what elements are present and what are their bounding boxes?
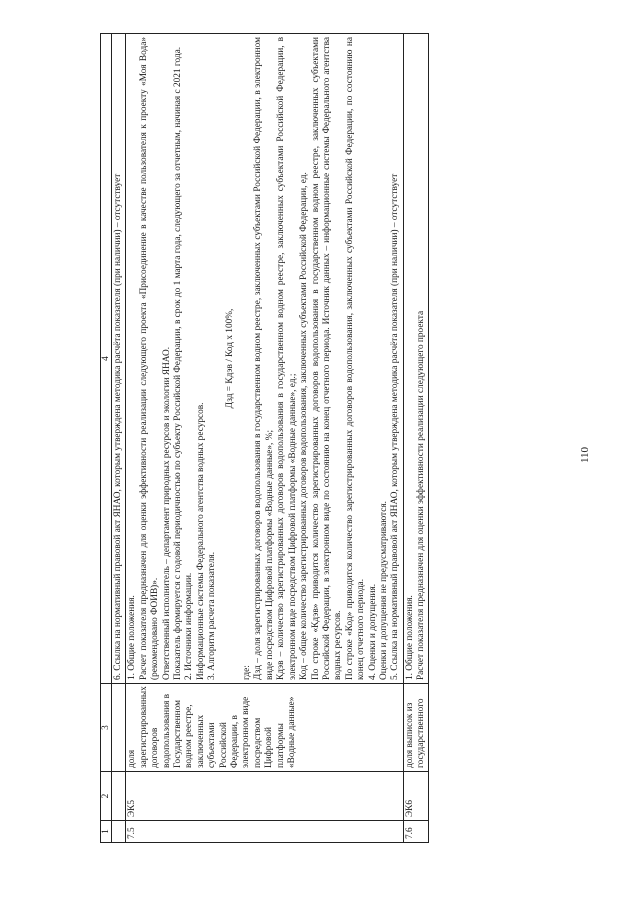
method-line: 2. Источники информации. <box>184 572 195 680</box>
header-col-3: 3 <box>101 684 112 772</box>
indicator-code: ЭК5 <box>126 772 403 821</box>
method-line: Расчет показателя предназначен для оценки эффективности реализации следующего проекта <box>416 310 427 680</box>
where-line: 5. Ссылка на нормативный правовой акт ЯНАО, которым утверждена методика расчёта показателя (при наличии) – отсутствует <box>390 173 401 680</box>
header-col-1: 1 <box>101 821 112 843</box>
table-row-7-5 <box>126 34 403 843</box>
where-line: Кдэв – количество зарегистрированных договоров водопользования в государственном водном реестре, заключенных субъектами Российской Федерации, в электронном виде посредством Цифровой платформы «Водные данные», ед.; <box>276 37 298 680</box>
header-col-4: 4 <box>101 34 112 684</box>
indicator-name: доля зарегистрированных договоров водопользования в Государственном водном реестре, заключенных субъектами Российской Федерации, в электронном виде посредством Цифровой платформы «Водные данные» <box>126 684 403 772</box>
row-number: 7.6 <box>403 821 428 843</box>
header-col-2: 2 <box>101 772 112 821</box>
rotated-table-wrapper <box>100 33 555 843</box>
method-line: 1. Общие положения. <box>404 595 415 680</box>
indicator-code: ЭК6 <box>403 772 428 821</box>
methodology-cell <box>126 34 403 684</box>
page-number: 110 <box>579 446 591 464</box>
method-line: 3. Алгоритм расчета показателя. <box>207 551 218 680</box>
method-line: Показатель формируется с годовой периодичностью по субъекту Российской Федерации, в срок до 1 марта года, следующего за отчетным, начиная с 2021 года. <box>173 46 184 680</box>
method-line: 1. Общие положения. <box>127 595 138 680</box>
where-line: Дзд – доля зарегистрированных договоров водопользования в государственном водном реестре, заключенных субъектами Российской Федерации, в электронном виде посредством Цифровой платформы «Водные данные», %; <box>253 37 275 680</box>
method-line: Ответственный исполнитель – департамент природных ресурсов и экологии ЯНАО. <box>161 346 172 680</box>
where-line: По строке «Код» приводится количество зарегистрированных договоров водопользования, заключенных субъектами Российской Федерации, по состоянию на конец отчетного периода. <box>344 37 367 680</box>
method-line: Расчет показателя предназначен для оценки эффективности реализации следующего проекта «Присоединение в качестве пользователя к проекту «Моя Вода» (рекомендовано ФОИВ)». <box>138 37 161 680</box>
table-row-7-6 <box>403 34 428 843</box>
methodology-cell <box>403 34 428 684</box>
method-line: Информационные системы Федерального агентства водных ресурсов. <box>195 402 206 680</box>
formula: Дзд = Кдэв / Код х 100%, <box>224 308 235 409</box>
where-line: По строке «Кдэв» приводится количество зарегистрированных договоров водопользования в государственном водном реестре, заключенных субъектами Российской Федерации, в электронном виде по состоянию на конец отчетного периода. Источник данных – информационные системы Федерального агентства водных ресурсов. <box>310 37 344 680</box>
indicator-table <box>100 33 429 843</box>
where-line: где: <box>242 665 253 680</box>
where-line: 4. Оценки и допущения. <box>367 583 378 680</box>
row-number: 7.5 <box>126 821 403 843</box>
where-line: Оценки и допущения не предусматриваются. <box>378 501 389 680</box>
where-line: Код – общее количество зарегистрированных договоров водопользования, заключенных субъектами Российской Федерации, ед. <box>299 172 310 680</box>
prev-row-text: 6. Ссылка на нормативный правовой акт ЯНАО, которым утверждена методика расчёта показателя (при наличии) – отсутствует <box>112 34 126 684</box>
indicator-name: доля выписок из государственного <box>403 684 428 772</box>
table-row-prev <box>112 34 126 843</box>
table-header-row <box>101 34 112 843</box>
